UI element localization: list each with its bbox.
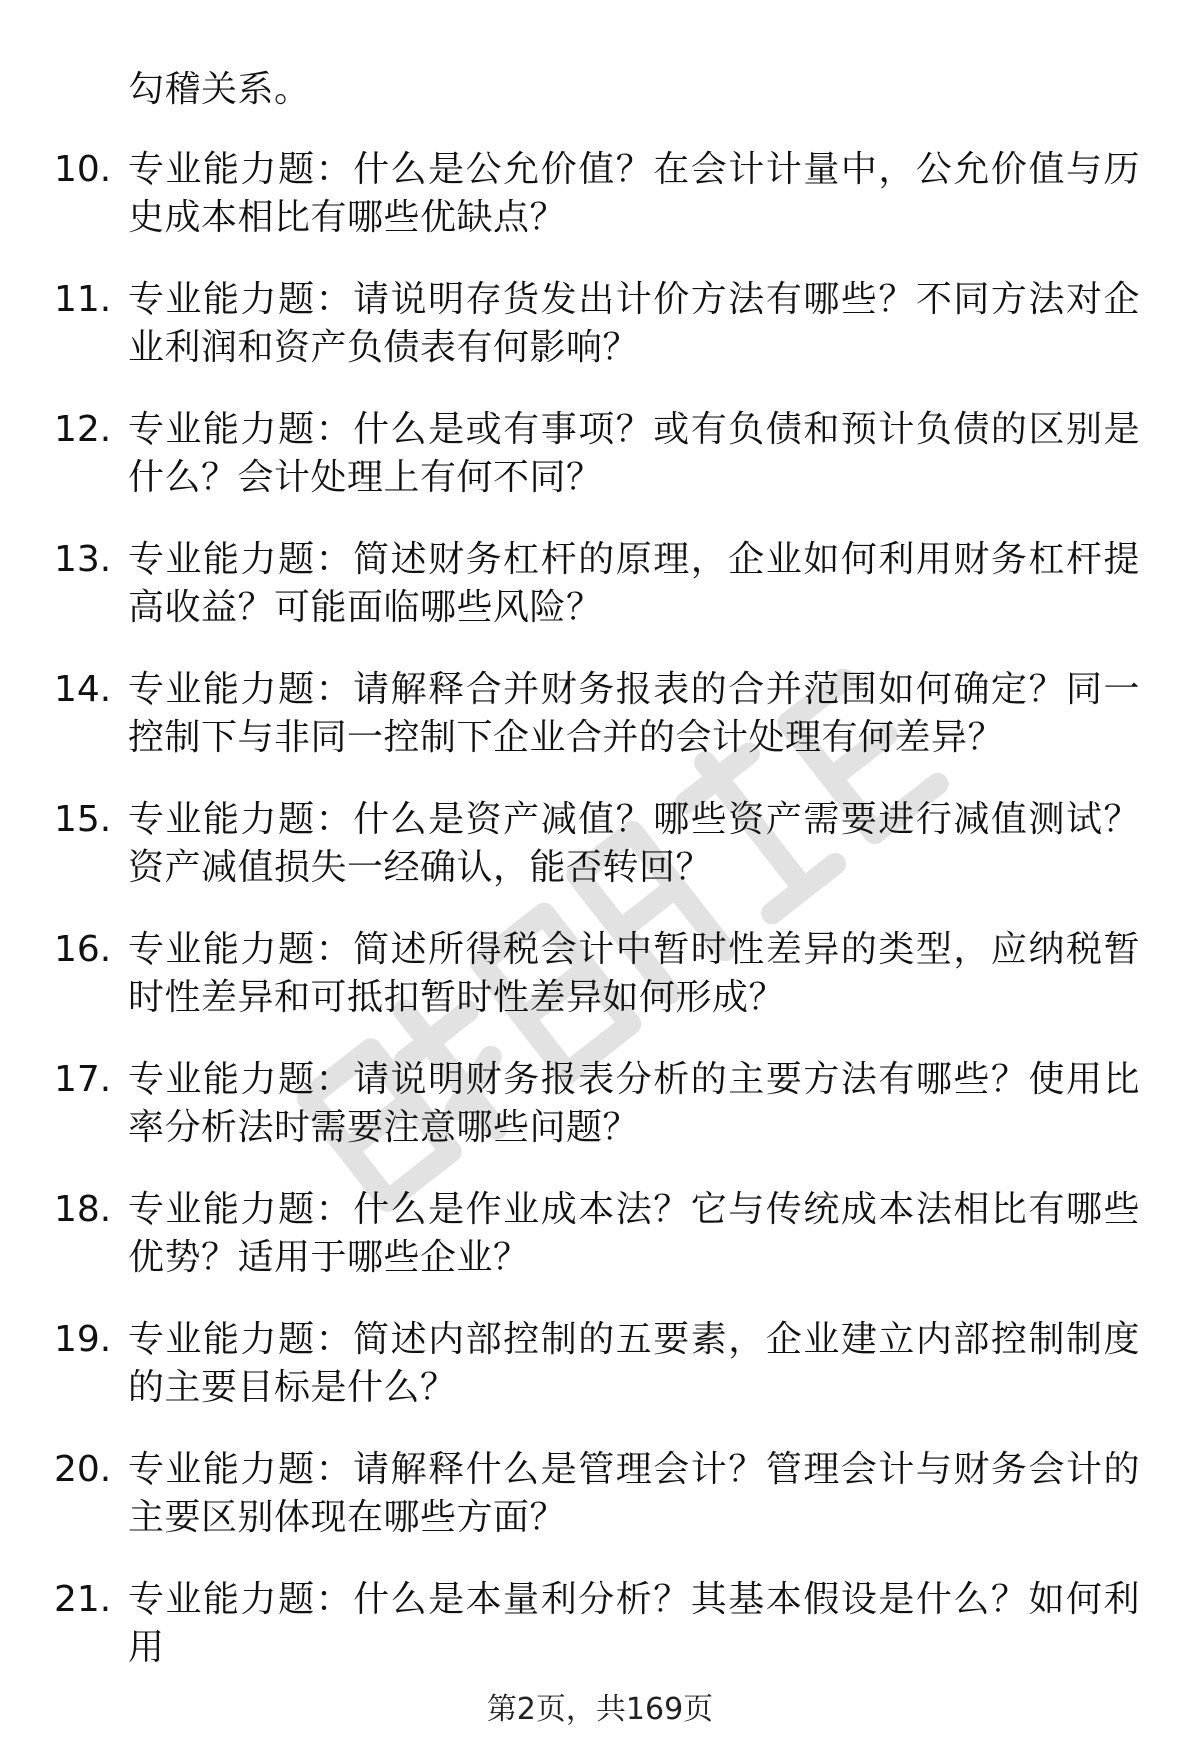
question-item xyxy=(0,1316,1200,1446)
question-text: 专业能力题：简述内部控制的五要素，企业建立内部控制制度的主要目标是什么？ xyxy=(128,1319,1140,1408)
question-item xyxy=(0,926,1200,1056)
question-item xyxy=(0,1186,1200,1316)
question-text: 专业能力题：请说明存货发出计价方法有哪些？不同方法对企业利润和资产负债表有何影响？ xyxy=(128,279,1140,368)
question-text: 专业能力题：请解释什么是管理会计？管理会计与财务会计的主要区别体现在哪些方面？ xyxy=(128,1449,1140,1538)
question-text: 专业能力题：请解释合并财务报表的合并范围如何确定？同一控制下与非同一控制下企业合并的会计处理有何差异？ xyxy=(128,669,1140,758)
question-item xyxy=(0,1576,1200,1706)
question-number: 13. xyxy=(54,539,112,580)
question-number: 16. xyxy=(54,929,112,970)
question-item xyxy=(0,406,1200,536)
question-text: 专业能力题：什么是公允价值？在会计计量中，公允价值与历史成本相比有哪些优缺点？ xyxy=(128,149,1140,238)
question-number: 12. xyxy=(54,409,112,450)
question-item xyxy=(0,536,1200,666)
question-number: 18. xyxy=(54,1189,112,1230)
question-item xyxy=(0,146,1200,276)
continuation-text: 勾稽关系。 xyxy=(128,69,311,110)
question-item xyxy=(0,666,1200,796)
question-number: 17. xyxy=(54,1059,112,1100)
question-number: 21. xyxy=(54,1579,112,1620)
question-number: 10. xyxy=(54,149,112,190)
question-text: 专业能力题：什么是资产减值？哪些资产需要进行减值测试？资产减值损失一经确认，能否转回？ xyxy=(128,799,1140,888)
question-text: 专业能力题：简述财务杠杆的原理，企业如何利用财务杠杆提高收益？可能面临哪些风险？ xyxy=(128,539,1140,628)
question-text: 专业能力题：简述所得税会计中暂时性差异的类型，应纳税暂时性差异和可抵扣暂时性差异如何形成？ xyxy=(128,929,1140,1018)
question-text: 专业能力题：请说明财务报表分析的主要方法有哪些？使用比率分析法时需要注意哪些问题？ xyxy=(128,1059,1140,1148)
question-item xyxy=(0,1056,1200,1186)
question-number: 19. xyxy=(54,1319,112,1360)
question-number: 14. xyxy=(54,669,112,710)
page-footer: 第2页，共169页 xyxy=(486,1692,714,1727)
question-text: 专业能力题：什么是作业成本法？它与传统成本法相比有哪些优势？适用于哪些企业？ xyxy=(128,1189,1140,1278)
question-list xyxy=(0,146,1200,1706)
question-text: 专业能力题：什么是本量利分析？其基本假设是什么？如何利用 xyxy=(128,1579,1140,1668)
question-item xyxy=(0,276,1200,406)
question-number: 20. xyxy=(54,1449,112,1490)
question-text: 专业能力题：什么是或有事项？或有负债和预计负债的区别是什么？会计处理上有何不同？ xyxy=(128,409,1140,498)
question-item xyxy=(0,1446,1200,1576)
question-number: 11. xyxy=(54,279,112,320)
question-number: 15. xyxy=(54,799,112,840)
question-item xyxy=(0,796,1200,926)
